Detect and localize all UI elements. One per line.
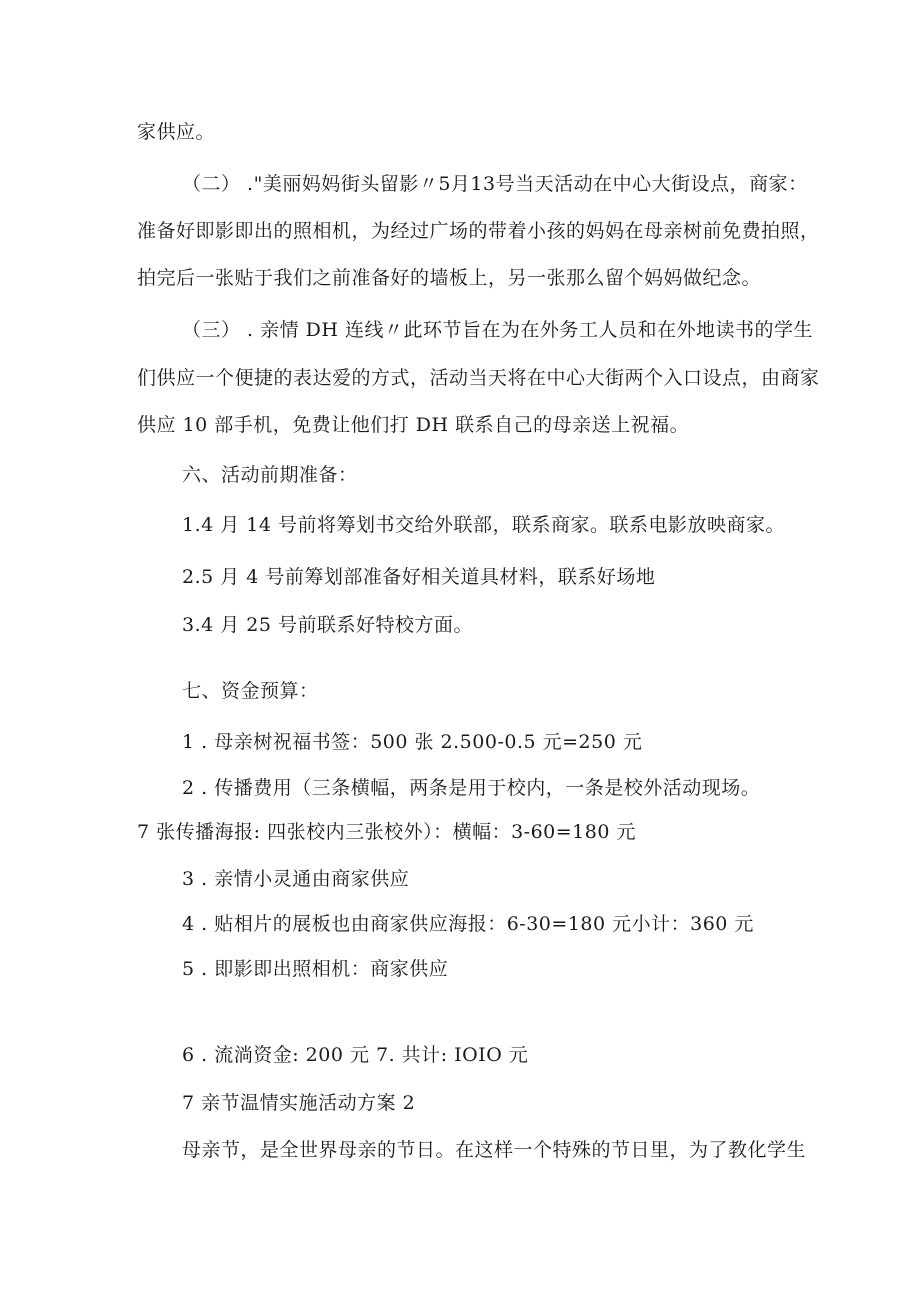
list-item: 6 . 流淌资金: 200 元 7. 共计: IOIO 元 bbox=[182, 1044, 529, 1066]
list-item: 2 . 传播费用（三条横幅，两条是用于校内，一条是校外活动现场。 bbox=[182, 777, 761, 799]
list-item: 3 . 亲情小灵通由商家供应 bbox=[182, 868, 410, 890]
list-item-continuation: 7 张传播海报: 四张校内三张校外）：横幅：3-60=180 元 bbox=[137, 821, 636, 843]
list-item: 2.5 月 4 号前筹划部准备好相关道具材料，联系好场地 bbox=[182, 566, 656, 588]
paragraph-line: 拍完后一张贴于我们之前准备好的墙板上，另一张那么留个妈妈做纪念。 bbox=[137, 267, 762, 289]
paragraph-line: 准备好即影即出的照相机，为经过广场的带着小孩的妈妈在母亲树前免费拍照， bbox=[137, 220, 820, 242]
list-item: 1 . 母亲树祝福书签：500 张 2.500-0.5 元=250 元 bbox=[182, 731, 643, 753]
section-heading: 七、资金预算： bbox=[182, 680, 319, 702]
paragraph-line: 们供应一个便捷的表达爱的方式，活动当天将在中心大街两个入口设点，由商家 bbox=[137, 367, 820, 389]
list-item: 1.4 月 14 号前将筹划书交给外联部，联系商家。联系电影放映商家。 bbox=[182, 514, 786, 536]
list-item: 5 . 即影即出照相机：商家供应 bbox=[182, 958, 449, 980]
list-item: 4 . 贴相片的展板也由商家供应海报：6-30=180 元小计：360 元 bbox=[182, 913, 754, 935]
paragraph-line: 家供应。 bbox=[137, 121, 216, 143]
section-heading: 六、活动前期准备： bbox=[182, 464, 358, 486]
paragraph-line: 供应 10 部手机，免费让他们打 DH 联系自己的母亲送上祝福。 bbox=[137, 414, 690, 436]
list-item: 3.4 月 25 号前联系好特校方面。 bbox=[182, 614, 474, 636]
paragraph-line: （三） . 亲情 DH 连线〃此环节旨在为在外务工人员和在外地读书的学生 bbox=[182, 319, 814, 341]
paragraph-line: （二） ."美丽妈妈街头留影〃5月13号当天活动在中心大街设点，商家： bbox=[182, 173, 808, 195]
paragraph-line: 母亲节，是全世界母亲的节日。在这样一个特殊的节日里，为了教化学生 bbox=[182, 1139, 807, 1161]
section-title: 7 亲节温情实施活动方案 2 bbox=[182, 1092, 416, 1114]
